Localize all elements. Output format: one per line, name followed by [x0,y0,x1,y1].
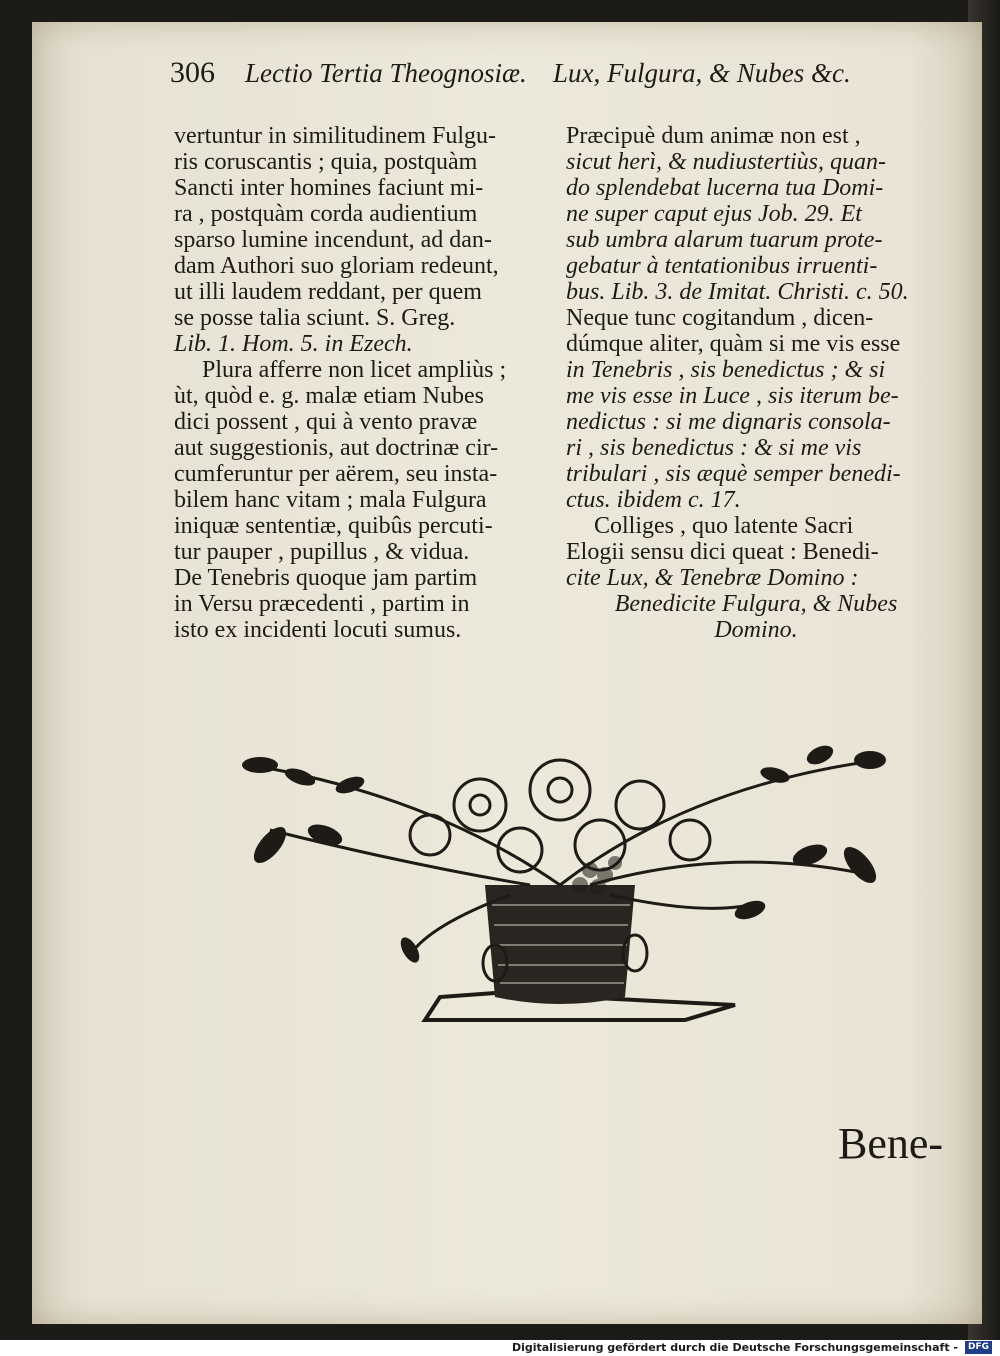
text-line: se posse talia sciunt. S. Greg. [174,305,456,331]
text-line: sicut herì, & nudiustertiùs, quan- [566,149,886,175]
text-line: sub umbra alarum tuarum prote- [566,227,883,253]
text-line: bus. Lib. 3. de Imitat. Christi. c. 50. [566,279,909,305]
text-line: dúmque aliter, quàm si me vis esse [566,331,901,357]
text-line: Domino. [714,617,798,643]
catchword: Bene- [838,1119,944,1168]
text-line: in Tenebris , sis benedictus ; & si [566,357,886,383]
text-line: ne super caput ejus Job. 29. Et [566,201,862,227]
page-number: 306 [170,56,215,89]
text-line: Sancti inter homines faciunt mi- [174,175,484,201]
text-line: Lib. 1. Hom. 5. in Ezech. [174,331,413,357]
text-line: cumferuntur per aërem, seu insta- [174,461,498,487]
text-line: iniquæ sententiæ, quibûs percuti- [174,513,493,539]
text-line: ctus. ibidem c. 17. [566,487,741,513]
text-line: Neque tunc cogitandum , dicen- [566,305,874,331]
text-line: isto ex incidenti locuti sumus. [174,617,462,643]
text-line: dam Authori suo gloriam redeunt, [174,253,499,279]
text-line: ri , sis benedictus : & si me vis [566,435,862,461]
text-line: do splendebat lucerna tua Domi- [566,175,884,201]
text-line: Præcipuè dum animæ non est , [566,123,861,149]
dfg-logo-icon: DFG [965,1341,992,1354]
text-line: Benedicite Fulgura, & Nubes [614,591,898,617]
text-line: ùt, quòd e. g. malæ etiam Nubes [174,383,484,409]
text-line: aut suggestionis, aut doctrinæ cir- [174,435,499,461]
text-line: De Tenebris quoque jam partim [174,565,478,591]
text-line: cite Lux, & Tenebræ Domino : [566,565,859,591]
text-line: Plura afferre non licet ampliùs ; [202,357,507,383]
text-line: sparso lumine incendunt, ad dan- [174,227,492,253]
right-column [566,123,946,643]
funding-credit: Digitalisierung gefördert durch die Deutsche Forschungsgemeinschaft - [511,1341,958,1354]
flower-basket-ornament-icon [230,735,900,1035]
text-line: ra , postquàm corda audientium [174,201,478,227]
text-line: Elogii sensu dici queat : Benedi- [566,539,879,565]
text-line: tur pauper , pupillus , & vidua. [174,539,470,565]
text-line: vertuntur in similitudinem Fulgu- [174,123,496,149]
footer-bar [0,1340,1000,1356]
text-line: gebatur à tentationibus irruenti- [566,253,878,279]
text-line: bilem hanc vitam ; mala Fulgura [174,487,487,513]
text-line: Colliges , quo latente Sacri [594,513,854,539]
text-line: in Versu præcedenti , partim in [174,591,470,617]
text-line: dici possent , qui à vento pravæ [174,409,478,435]
running-head-left: Lectio Tertia Theognosiæ. [245,58,527,88]
text-line: ut illi laudem reddant, per quem [174,279,482,305]
left-column [174,123,554,643]
text-line: me vis esse in Luce , sis iterum be- [566,383,899,409]
text-line: ris coruscantis ; quia, postquàm [174,149,478,175]
text-line: tribulari , sis æquè semper benedi- [566,461,901,487]
running-head-right: Lux, Fulgura, & Nubes &c. [553,58,851,88]
text-line: nedictus : si me dignaris consola- [566,409,891,435]
